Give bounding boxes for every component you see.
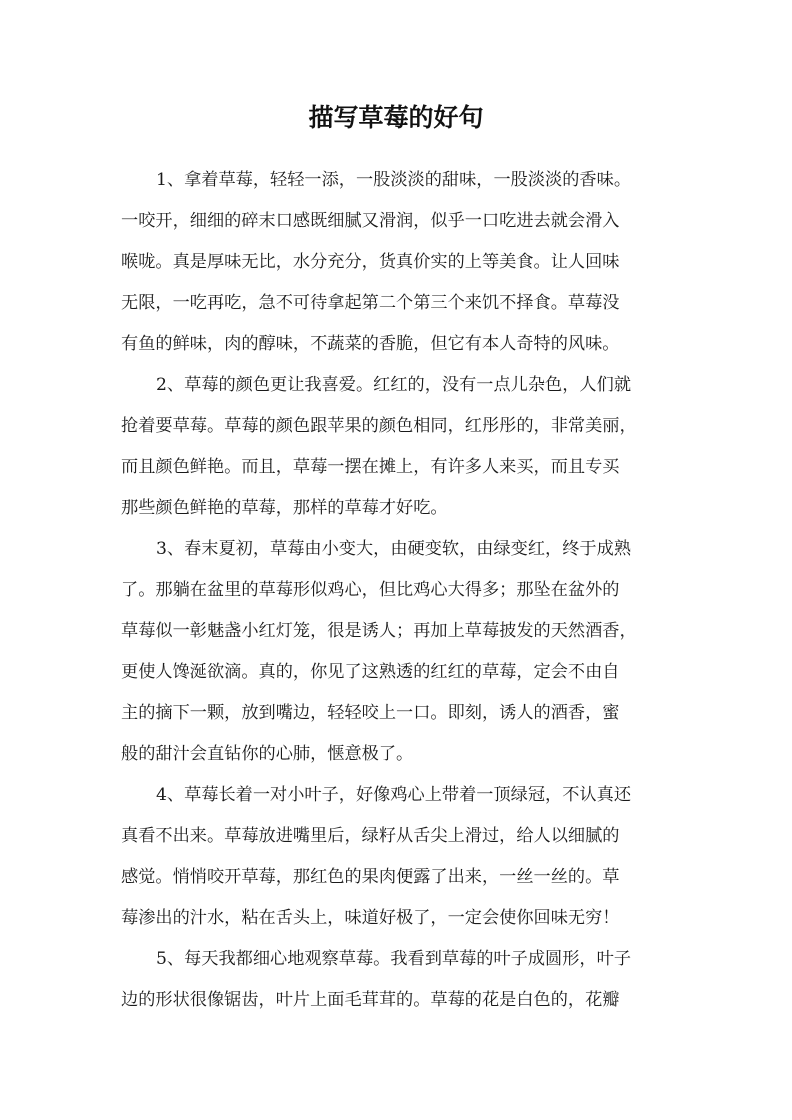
paragraph-2-line-1: 2、草莓的颜色更让我喜爱。红红的，没有一点儿杂色，人们就: [156, 375, 632, 395]
paragraph-3-line-3: 草莓似一彰魅盏小红灯笼，很是诱人；再加上草莓披发的天然酒香，: [121, 621, 637, 641]
paragraph-4-line-3: 感觉。悄悄咬开草莓，那红色的果肉便露了出来，一丝一丝的。草: [121, 867, 620, 887]
paragraph-2-line-2: 抢着要草莓。草莓的颜色跟苹果的颜色相同，红彤彤的，非常美丽，: [121, 416, 637, 436]
paragraph-3-line-2: 了。那躺在盆里的草莓形似鸡心，但比鸡心大得多；那坠在盆外的: [121, 580, 620, 600]
paragraph-2-line-4: 那些颜色鲜艳的草莓，那样的草莓才好吃。: [121, 498, 448, 518]
paragraph-2-line-3: 而且颜色鲜艳。而且，草莓一摆在摊上，有许多人来买，而且专买: [121, 457, 620, 477]
paragraph-3-line-4: 更使人馋涎欲滴。真的，你见了这熟透的红红的草莓，定会不由自: [121, 662, 620, 682]
paragraph-4-line-2: 真看不出来。草莓放进嘴里后，绿籽从舌尖上滑过，给人以细腻的: [121, 826, 620, 846]
paragraph-3-line-6: 般的甜汁会直钻你的心肺，惬意极了。: [121, 744, 414, 764]
paragraph-4-line-4: 莓渗出的汁水，粘在舌头上，味道好极了，一定会使你回味无穷！: [121, 908, 620, 928]
paragraph-1-line-4: 无限，一吃再吃，急不可待拿起第二个第三个来饥不择食。草莓没: [121, 293, 620, 313]
document-body: [121, 160, 669, 1021]
paragraph-5-line-2: 边的形状很像锯齿，叶片上面毛茸茸的。草莓的花是白色的，花瓣: [121, 990, 620, 1010]
paragraph-1-line-1: 1、拿着草莓，轻轻一添，一股淡淡的甜味，一股淡淡的香味。: [156, 170, 632, 190]
paragraph-3-line-5: 主的摘下一颗，放到嘴边，轻轻咬上一口。即刻，诱人的酒香，蜜: [121, 703, 620, 723]
paragraph-4-line-1: 4、草莓长着一对小叶子，好像鸡心上带着一顶绿冠，不认真还: [156, 785, 632, 805]
document-title: 描写草莓的好句: [308, 103, 484, 132]
paragraph-1-line-2: 一咬开，细细的碎末口感既细腻又滑润，似乎一口吃进去就会滑入: [121, 211, 620, 231]
paragraph-3-line-1: 3、春末夏初，草莓由小变大，由硬变软，由绿变红，终于成熟: [156, 539, 632, 559]
paragraph-1-line-3: 喉咙。真是厚味无比，水分充分，货真价实的上等美食。让人回味: [121, 252, 620, 272]
paragraph-1-line-5: 有鱼的鲜味，肉的醇味，不蔬菜的香脆，但它有本人奇特的风味。: [121, 334, 620, 354]
paragraph-5-line-1: 5、每天我都细心地观察草莓。我看到草莓的叶子成圆形，叶子: [156, 949, 632, 969]
